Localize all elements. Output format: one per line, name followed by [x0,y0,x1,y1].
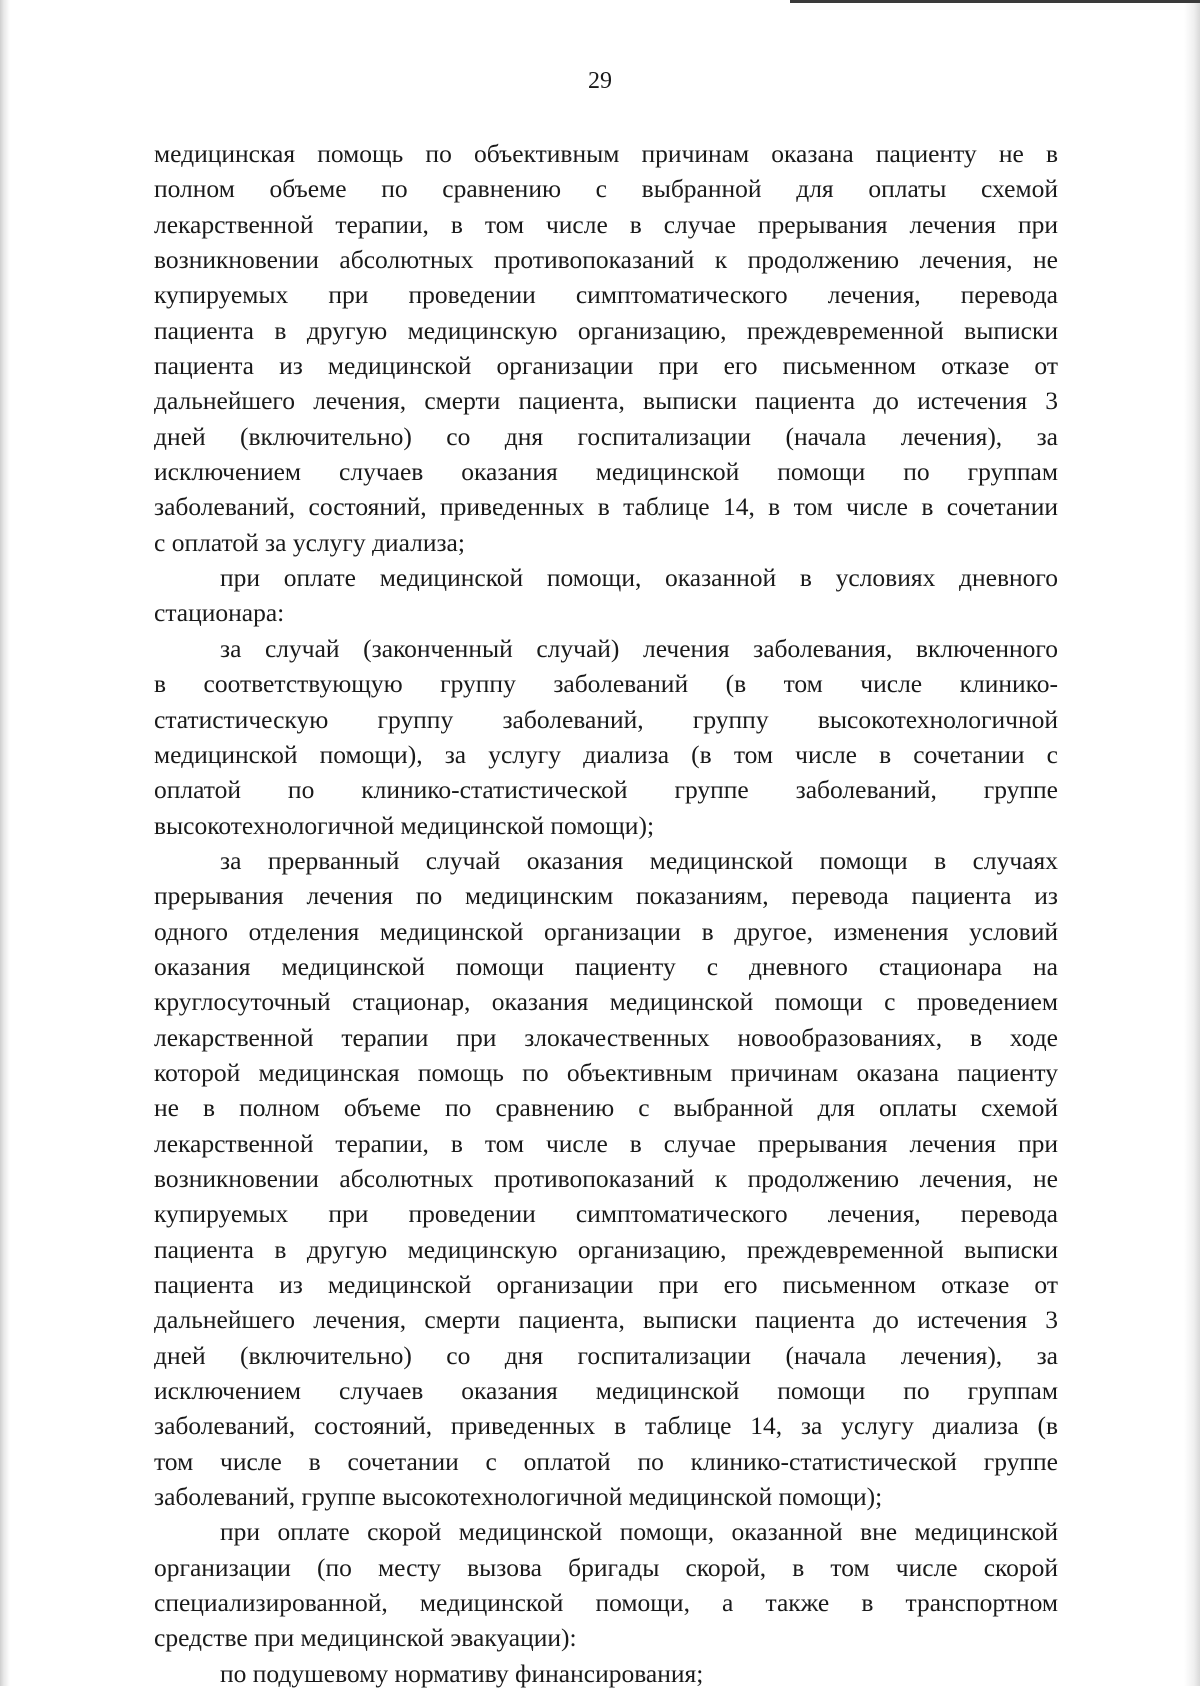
text-line: дальнейшего лечения, смерти пациента, выписки пациента до истечения 3 [154,1305,1058,1335]
text-line: стационара: [154,598,285,628]
text-line: одного отделения медицинской организации в другое, изменения условий [154,916,1058,946]
text-line: лекарственной терапии, в том числе в случае прерывания лечения при [154,209,1058,239]
text-line: за прерванный случай оказания медицинской помощи в случаях [220,845,1058,875]
text-line: пациента в другую медицинскую организацию, преждевременной выписки [154,315,1058,345]
text-line: возникновении абсолютных противопоказаний к продолжению лечения, не [154,1163,1058,1193]
text-line: оказания медицинской помощи пациенту с дневного стационара на [154,951,1058,981]
page-number: 29 [588,68,612,94]
text-line: лекарственной терапии при злокачественных новообразованиях, в ходе [154,1022,1058,1052]
text-line: дальнейшего лечения, смерти пациента, выписки пациента до истечения 3 [154,386,1058,416]
text-line: в соответствующую группу заболеваний (в том числе клинико- [154,669,1058,699]
text-line: которой медицинская помощь по объективным причинам оказана пациенту [154,1057,1058,1087]
scan-line-top [790,0,1200,3]
text-line: при оплате скорой медицинской помощи, оказанной вне медицинской [220,1517,1058,1547]
text-line: высокотехнологичной медицинской помощи); [154,810,655,840]
text-line: дней (включительно) со дня госпитализации (начала лечения), за [154,421,1058,451]
text-line: дней (включительно) со дня госпитализации (начала лечения), за [154,1340,1058,1370]
text-line: статистическую группу заболеваний, группу высокотехнологичной [154,704,1058,734]
text-line: исключением случаев оказания медицинской помощи по группам [154,1376,1058,1406]
text-line: купируемых при проведении симптоматического лечения, перевода [154,1199,1058,1229]
text-line: по подушевому нормативу финансирования; [220,1658,704,1688]
text-line: оплатой по клинико-статистической группе заболеваний, группе [154,775,1058,805]
text-line: пациента в другую медицинскую организацию, преждевременной выписки [154,1234,1058,1264]
text-line: медицинская помощь по объективным причинам оказана пациенту не в [154,139,1058,168]
text-line: заболеваний, группе высокотехнологичной медицинской помощи); [154,1482,883,1512]
text-line: пациента из медицинской организации при его письменном отказе от [154,1270,1058,1299]
text-line: круглосуточный стационар, оказания медицинской помощи с проведением [154,987,1058,1017]
text-line: купируемых при проведении симптоматического лечения, перевода [154,280,1058,310]
text-line: специализированной, медицинской помощи, а также в транспортном [154,1588,1058,1618]
text-line: средстве при медицинской эвакуации): [154,1623,577,1653]
text-line: заболеваний, состояний, приведенных в таблице 14, в том числе в сочетании [154,492,1058,522]
text-line: лекарственной терапии, в том числе в случае прерывания лечения при [154,1128,1058,1158]
body-text [154,136,1058,1691]
text-line: том числе в сочетании с оплатой по клинико-статистической группе [154,1446,1058,1476]
text-line: с оплатой за услугу диализа; [154,527,465,557]
text-line: медицинской помощи), за услугу диализа (в том числе в сочетании с [154,739,1058,769]
text-line: за случай (законченный случай) лечения заболевания, включенного [220,633,1058,663]
text-line: исключением случаев оказания медицинской помощи по группам [154,457,1058,487]
text-line: прерывания лечения по медицинским показаниям, перевода пациента из [154,881,1058,911]
text-line: полном объеме по сравнению с выбранной для оплаты схемой [154,174,1058,204]
scan-edge-left [0,0,10,1686]
text-line: возникновении абсолютных противопоказаний к продолжению лечения, не [154,245,1058,275]
text-line: организации (по месту вызова бригады скорой, в том числе скорой [154,1552,1058,1582]
text-line: не в полном объеме по сравнению с выбранной для оплаты схемой [154,1093,1058,1123]
scan-edge-right [1184,0,1200,1686]
text-line: пациента из медицинской организации при его письменном отказе от [154,351,1058,381]
text-line: при оплате медицинской помощи, оказанной в условиях дневного [220,563,1058,593]
text-line: заболеваний, состояний, приведенных в таблице 14, за услугу диализа (в [154,1411,1058,1441]
